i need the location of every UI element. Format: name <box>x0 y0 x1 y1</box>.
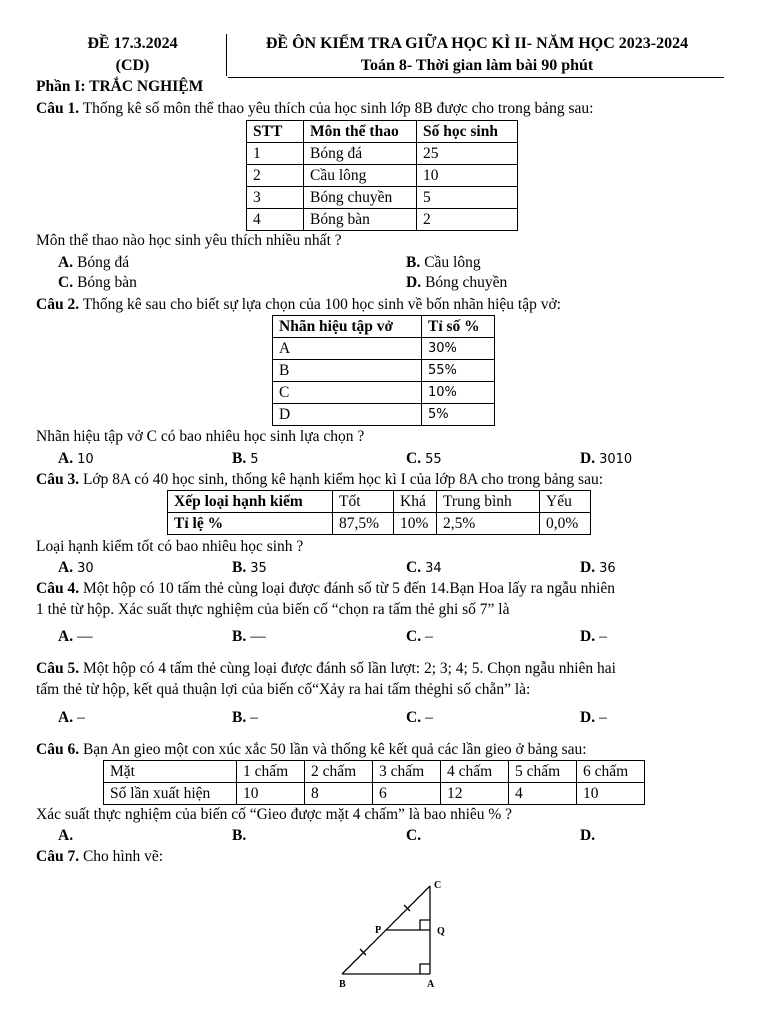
option-value: – <box>599 709 607 726</box>
question-7 <box>36 848 163 866</box>
question-3 <box>36 471 603 489</box>
table-header: Tỉ lệ % <box>168 513 333 535</box>
table-header: Số học sinh <box>417 121 518 143</box>
question-prompt: Loại hạnh kiểm tốt có bao nhiêu học sinh ? <box>36 538 304 555</box>
option-key: C. <box>406 628 422 645</box>
table-cell: 2 <box>417 209 518 231</box>
exam-code <box>40 33 225 77</box>
option-value: Bóng đá <box>77 254 130 271</box>
option-d[interactable] <box>580 709 607 727</box>
question-label: Câu 2. <box>36 296 80 313</box>
table-cell: 5 <box>417 187 518 209</box>
option-a[interactable] <box>58 254 129 272</box>
table-cell: 6 chấm <box>577 761 645 783</box>
table-cell: 8 <box>305 783 373 805</box>
table-cell: 30% <box>422 338 495 360</box>
exam-title-block <box>232 33 722 77</box>
table-cell: 1 chấm <box>237 761 305 783</box>
option-key: B. <box>232 559 247 576</box>
table-cell: 2 chấm <box>305 761 373 783</box>
table-row <box>273 382 495 404</box>
table-cell: 0,0% <box>540 513 591 535</box>
question-6 <box>36 741 587 759</box>
label-a: A <box>427 979 435 990</box>
table-cell: D <box>273 404 422 426</box>
table-cell: 1 <box>247 143 304 165</box>
option-value: – <box>425 628 433 645</box>
tick-mark-bp <box>360 949 366 955</box>
table-row <box>273 360 495 382</box>
table-cell: 6 <box>373 783 441 805</box>
option-b[interactable] <box>232 827 250 845</box>
option-key: C. <box>406 450 422 467</box>
table-cell: Mặt <box>104 761 237 783</box>
table-cell: 4 <box>509 783 577 805</box>
q3-table <box>167 490 591 535</box>
table-cell: 10% <box>422 382 495 404</box>
table-cell: 3 <box>247 187 304 209</box>
table-cell: Khá <box>394 491 437 513</box>
table-cell: 10 <box>237 783 305 805</box>
triangle-figure <box>320 870 470 1000</box>
option-a[interactable] <box>58 450 94 468</box>
option-key: A. <box>58 559 74 576</box>
question-prompt: Môn thể thao nào học sinh yêu thích nhiều nhất ? <box>36 232 342 249</box>
table-row <box>104 761 645 783</box>
option-value: — <box>250 628 266 645</box>
table-row <box>273 404 495 426</box>
option-value: 30 <box>77 561 94 576</box>
question-text: Cho hình vẽ: <box>82 848 164 865</box>
table-cell: 3 chấm <box>373 761 441 783</box>
option-key: D. <box>406 274 422 291</box>
label-p: P <box>375 925 382 936</box>
option-value: – <box>599 628 607 645</box>
option-key: C. <box>406 827 422 844</box>
question-label: Câu 7. <box>36 848 80 865</box>
option-b[interactable] <box>406 254 481 272</box>
option-key: D. <box>580 709 596 726</box>
table-cell: 5% <box>422 404 495 426</box>
q6-table <box>103 760 645 805</box>
table-header: Xếp loại hạnh kiểm <box>168 491 333 513</box>
table-header: Nhãn hiệu tập vở <box>273 316 422 338</box>
exam-series: (CD) <box>115 57 150 74</box>
option-key: A. <box>58 450 74 467</box>
table-cell: 2,5% <box>437 513 540 535</box>
option-value: 34 <box>425 561 442 576</box>
option-key: A. <box>58 254 74 271</box>
exam-title: ĐỀ ÔN KIỂM TRA GIỮA HỌC KÌ II- NĂM HỌC 2023-2024 <box>265 35 689 52</box>
option-a[interactable] <box>58 559 94 577</box>
label-q: Q <box>437 926 445 937</box>
question-text: Thống kê sau cho biết sự lựa chọn của 100 học sinh về bốn nhãn hiệu tập vở: <box>82 296 561 313</box>
option-key: C. <box>406 559 422 576</box>
q1-table <box>246 120 518 231</box>
table-cell: 87,5% <box>333 513 394 535</box>
option-value: – <box>77 709 85 726</box>
table-header: Tỉ số % <box>422 316 495 338</box>
table-cell: 10 <box>577 783 645 805</box>
table-cell: 4 chấm <box>441 761 509 783</box>
table-cell: C <box>273 382 422 404</box>
part-title: Phần I: TRẮC NGHIỆM <box>36 78 204 95</box>
option-value: — <box>77 628 93 645</box>
option-d[interactable] <box>580 628 607 646</box>
option-key: D. <box>580 450 596 467</box>
question-label: Câu 4. <box>36 580 80 597</box>
option-c[interactable] <box>406 628 433 646</box>
option-value: 36 <box>599 561 616 576</box>
question-4 <box>36 580 615 598</box>
table-cell: 10 <box>417 165 518 187</box>
question-label: Câu 3. <box>36 471 80 488</box>
table-cell: 25 <box>417 143 518 165</box>
table-row <box>168 513 591 535</box>
question-prompt: Xác suất thực nghiệm của biến cố “Gieo được mặt 4 chấm” là bao nhiêu % ? <box>36 806 513 823</box>
option-key: D. <box>580 559 596 576</box>
option-d[interactable] <box>406 274 507 292</box>
option-key: A. <box>58 827 74 844</box>
option-value: – <box>250 709 258 726</box>
option-value: Bóng bàn <box>77 274 137 291</box>
option-key: A. <box>58 628 74 645</box>
table-cell: 12 <box>441 783 509 805</box>
label-b: B <box>339 979 346 990</box>
table-cell: Bóng chuyền <box>304 187 417 209</box>
table-cell: 55% <box>422 360 495 382</box>
question-5 <box>36 660 616 678</box>
option-value: 3010 <box>599 452 633 467</box>
option-key: B. <box>232 628 247 645</box>
question-prompt: Nhãn hiệu tập vở C có bao nhiêu học sinh lựa chọn ? <box>36 428 365 445</box>
option-value: 5 <box>250 452 259 467</box>
table-row <box>247 165 518 187</box>
table-header: STT <box>247 121 304 143</box>
option-value: 35 <box>250 561 267 576</box>
option-d[interactable] <box>580 559 616 577</box>
table-row <box>247 187 518 209</box>
table-row <box>273 338 495 360</box>
option-value: 55 <box>425 452 442 467</box>
option-a[interactable] <box>58 628 93 646</box>
table-cell: Trung bình <box>437 491 540 513</box>
option-value: Cầu lông <box>424 254 481 271</box>
option-c[interactable] <box>406 559 442 577</box>
option-b[interactable] <box>232 450 259 468</box>
option-key: B. <box>406 254 421 271</box>
option-c[interactable] <box>58 274 137 292</box>
question-1 <box>36 100 593 118</box>
right-angle-a <box>420 964 430 974</box>
option-d[interactable] <box>580 827 599 845</box>
option-b[interactable] <box>232 628 266 646</box>
tick-mark-pc <box>404 905 410 911</box>
option-value: Bóng chuyền <box>425 274 508 291</box>
table-cell: Cầu lông <box>304 165 417 187</box>
table-cell: Yếu <box>540 491 591 513</box>
question-text: Bạn An gieo một con xúc xắc 50 lần và thống kê kết quả các lần gieo ở bảng sau: <box>82 741 587 758</box>
question-text: Thống kê số môn thể thao yêu thích của học sinh lớp 8B được cho trong bảng sau: <box>82 100 594 117</box>
option-key: B. <box>232 450 247 467</box>
header-divider <box>226 34 227 76</box>
option-a[interactable] <box>58 827 77 845</box>
option-key: B. <box>232 827 247 844</box>
header-underline <box>228 77 724 78</box>
question-label: Câu 6. <box>36 741 80 758</box>
question-label: Câu 1. <box>36 100 80 117</box>
option-key: C. <box>58 274 74 291</box>
table-row <box>247 209 518 231</box>
exam-subtitle: Toán 8- Thời gian làm bài 90 phút <box>360 57 594 74</box>
table-cell: Tốt <box>333 491 394 513</box>
table-cell: Bóng đá <box>304 143 417 165</box>
table-cell: 5 chấm <box>509 761 577 783</box>
table-cell: Số lần xuất hiện <box>104 783 237 805</box>
option-key: B. <box>232 709 247 726</box>
question-text-cont: 1 thẻ từ hộp. Xác suất thực nghiệm của biến cố “chọn ra tấm thẻ ghi số 7” là <box>36 601 510 618</box>
question-text: Lớp 8A có 40 học sinh, thống kê hạnh kiểm học kì I của lớp 8A cho trong bảng sau: <box>82 471 604 488</box>
table-row <box>247 143 518 165</box>
option-c[interactable] <box>406 827 425 845</box>
option-key: D. <box>580 827 596 844</box>
question-text: Một hộp có 4 tấm thẻ cùng loại được đánh số lần lượt: 2; 3; 4; 5. Chọn ngẫu nhiên hai <box>82 660 616 677</box>
option-c[interactable] <box>406 709 433 727</box>
label-c: C <box>434 880 442 891</box>
option-value: – <box>425 709 433 726</box>
question-text: Một hộp có 10 tấm thẻ cùng loại được đánh số từ 5 đến 14.Bạn Hoa lấy ra ngẫu nhiên <box>82 580 616 597</box>
table-row <box>104 783 645 805</box>
option-key: D. <box>580 628 596 645</box>
question-2 <box>36 296 561 314</box>
table-row <box>168 491 591 513</box>
table-cell: A <box>273 338 422 360</box>
option-b[interactable] <box>232 709 258 727</box>
option-c[interactable] <box>406 450 442 468</box>
table-header: Môn thể thao <box>304 121 417 143</box>
option-key: A. <box>58 709 74 726</box>
right-angle-q <box>420 920 430 930</box>
table-cell: B <box>273 360 422 382</box>
q2-table <box>272 315 495 426</box>
table-cell: Bóng bàn <box>304 209 417 231</box>
table-cell: 4 <box>247 209 304 231</box>
question-label: Câu 5. <box>36 660 80 677</box>
table-cell: 10% <box>394 513 437 535</box>
table-cell: 2 <box>247 165 304 187</box>
option-key: C. <box>406 709 422 726</box>
question-text-cont: tấm thẻ từ hộp, kết quả thuận lợi của biến cố“Xảy ra hai tấm thẻghi số chẵn” là: <box>36 681 531 698</box>
option-value: 10 <box>77 452 94 467</box>
option-b[interactable] <box>232 559 267 577</box>
option-a[interactable] <box>58 709 85 727</box>
option-d[interactable] <box>580 450 632 468</box>
exam-date: ĐỀ 17.3.2024 <box>87 35 178 52</box>
